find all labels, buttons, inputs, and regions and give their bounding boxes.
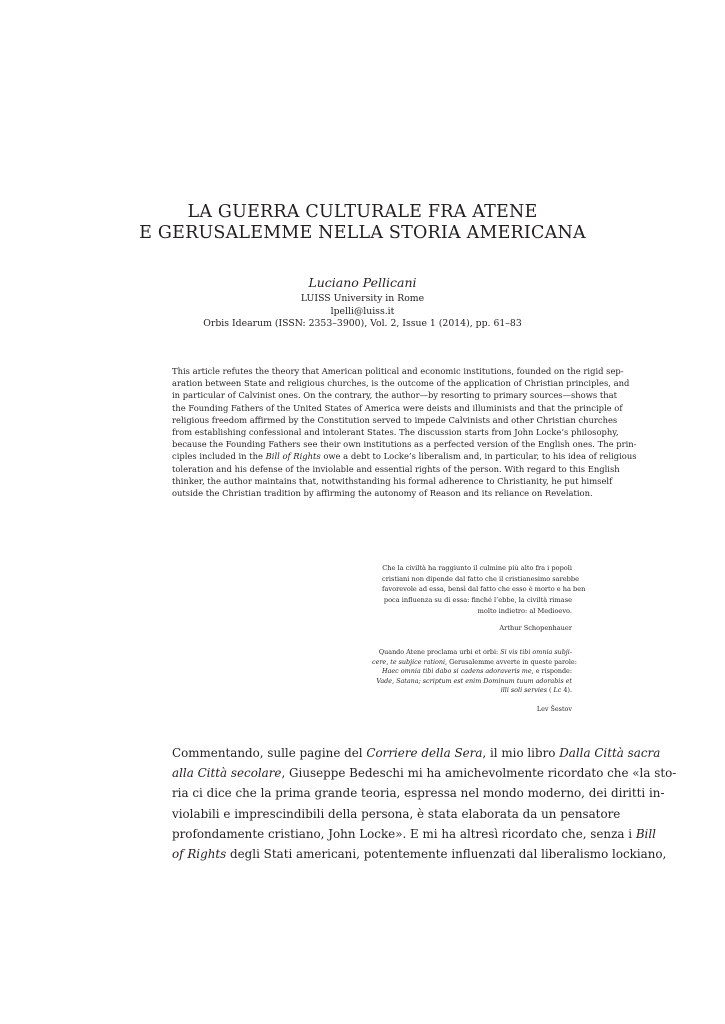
body-text: Commentando, sulle pagine del <box>172 746 367 760</box>
abstract-text: ciples included in the <box>172 451 266 462</box>
abstract-line: from establishing confessional and intolerant States. The discussion starts from John Locke’s philosophy, <box>172 427 619 438</box>
author-name: Luciano Pellicani <box>308 275 417 290</box>
epigraph-italic: Haec omnia tibi dabo si cadens adoraveris me <box>382 667 532 676</box>
abstract-line: thinker, the author maintains that, notwithstanding his formal adherence to Christianity, he put himself <box>172 475 613 486</box>
body-paragraph <box>172 743 677 864</box>
epigraph-italic: Vade, Satana; scriptum est enim Dominum tuum adorabis et <box>376 676 572 685</box>
epigraph-text: 4). <box>561 686 572 695</box>
epigraph-line: cristiani non dipende dal fatto che il cristianesimo sarebbe <box>382 574 580 583</box>
author-meta <box>0 293 725 331</box>
body-text: degli Stati americani, potentemente influenzati dal liberalismo lockiano, <box>226 847 667 862</box>
abstract-line: the Founding Fathers of the United States of America were deists and illuminists and that the principle of <box>172 402 623 413</box>
epigraph-line <box>372 686 572 696</box>
epigraph-attribution: Lev Šestov <box>536 704 572 713</box>
epigraph-italic: illi soli servies <box>500 686 547 695</box>
epigraph-line <box>372 667 572 677</box>
epigraph-sestov <box>372 648 577 715</box>
author-affiliation: LUISS University in Rome <box>300 293 425 304</box>
body-italic: Bill <box>635 826 656 841</box>
epigraph-text: ( <box>546 686 554 695</box>
abstract-line <box>172 450 637 462</box>
epigraph-line: molto indietro: al Medioevo. <box>477 606 572 615</box>
epigraph-line <box>372 648 572 658</box>
body-text: , Giuseppe Bedeschi mi ha amichevolmente ricordato che «la sto- <box>281 766 677 781</box>
abstract-line: in particular of Calvinist ones. On the contrary, the author—by resorting to primary sources—shows that <box>172 390 617 401</box>
epigraph-line: poca influenza su di essa: finché l’ebbe, la civiltà rimase <box>383 596 572 605</box>
abstract-line: because the Founding Fathers see their own institutions as a perfected version of the English ones. The prin- <box>172 439 637 450</box>
abstract-line: toleration and his defense of the inviolable and essential rights of the person. With regard to this English <box>172 463 620 474</box>
abstract-line: religious freedom affirmed by the Constitution served to impede Calvinists and other Christian churches <box>172 414 618 425</box>
epigraph-italic: cere, te subjice rationi <box>372 657 446 666</box>
epigraph-text: , Gerusalemme avverte in queste parole: <box>445 657 577 666</box>
author-email: lpelli@luiss.it <box>330 305 395 317</box>
epigraph-italic: Lc <box>553 686 562 695</box>
body-line <box>172 763 677 783</box>
epigraph-line: favorevole ad essa, bensì dal fatto che esso è morto e ha ben <box>382 585 586 594</box>
epigraph-italic: Si vis tibi omnia subji- <box>500 648 572 656</box>
body-italic: alla Città secolare <box>172 766 282 781</box>
abstract-text: owe a debt to Locke’s liberalism and, in particular, to his idea of religious <box>320 451 637 462</box>
body-italic: of Rights <box>172 847 227 862</box>
body-line: ria ci dice che la prima grande teoria, espressa nel mondo moderno, dei diritti in- <box>172 786 665 801</box>
body-text: , il mio libro <box>482 746 560 760</box>
body-text: profondamente cristiano, John Locke». E mi ha altresì ricordato che, senza i <box>172 826 636 841</box>
epigraph-line: Che la civiltà ha raggiunto il culmine più alto fra i popoli <box>382 564 572 572</box>
epigraph-attribution: Arthur Schopenhauer <box>499 623 572 632</box>
epigraph-schopenhauer <box>382 563 586 633</box>
body-italic: Dalla Città sacra <box>559 746 661 760</box>
abstract-line: outside the Christian tradition by affirming the autonomy of Reason and its reliance on Revelation. <box>172 488 593 499</box>
article-title <box>0 202 725 244</box>
abstract-italic: Bill of Rights <box>265 451 321 462</box>
abstract <box>172 365 637 499</box>
abstract-line: aration between State and religious churches, is the outcome of the application of Christian principles, and <box>172 378 630 389</box>
body-line <box>172 743 661 763</box>
body-line <box>172 824 656 844</box>
epigraph-text: , e risponde: <box>531 667 572 676</box>
epigraph-line <box>372 657 577 668</box>
epigraph-text: Quando Atene proclama urbi et orbi: <box>378 648 501 656</box>
body-line: violabili e imprescindibili della persona, è stata elaborata da un pensatore <box>172 806 621 821</box>
body-line <box>172 844 667 864</box>
title-line-1: LA GUERRA CULTURALE FRA ATENE <box>187 202 538 222</box>
title-line-2: E GERUSALEMME NELLA STORIA AMERICANA <box>139 223 586 243</box>
journal-citation: Orbis Idearum (ISSN: 2353–3900), Vol. 2, Issue 1 (2014), pp. 61–83 <box>203 318 522 330</box>
epigraph-line <box>372 677 572 687</box>
abstract-line: This article refutes the theory that American political and economic institutions, founded on the rigid sep- <box>172 366 624 376</box>
body-italic: Corriere della Sera <box>366 746 483 760</box>
